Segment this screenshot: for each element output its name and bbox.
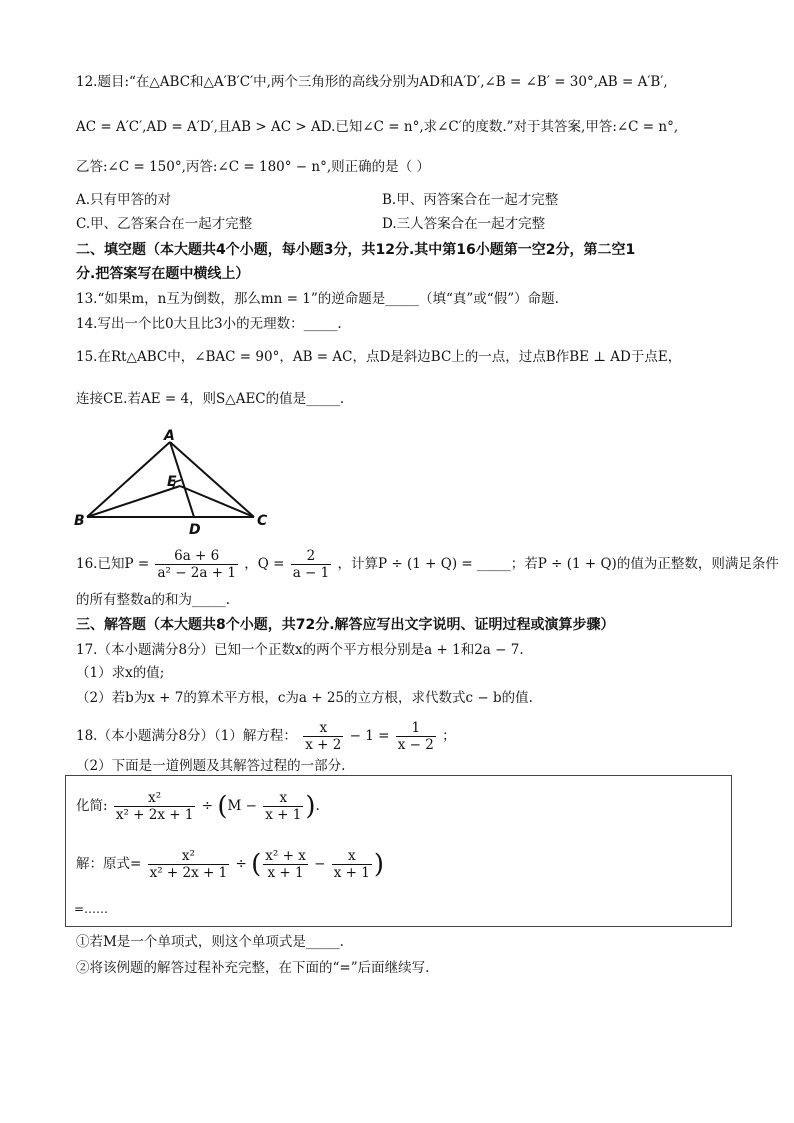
q16-prefix: 16.已知P = (76, 556, 150, 572)
q17-line1: 17.（本小题满分8分）已知一个正数x的两个平方根分别是a + 1和2a − 7. (76, 642, 524, 658)
q16-p-fraction (155, 548, 237, 581)
q18-prefix: 18.（本小题满分8分）（1）解方程： (76, 728, 297, 744)
solution-fraction3 (332, 848, 372, 881)
q12-line2: AC = A′C′,AD = A′D′,且AB > AC > AD.已知∠C = n°,求∠C′的度数.”对于其答案,甲答:∠C = n°, (76, 119, 679, 135)
example-fraction2-denominator: x + 1 (265, 807, 302, 823)
q18-eq-numerator2: 1 (396, 720, 436, 737)
q18-sub1: ①若M是一个单项式，则这个单项式是_____. (76, 934, 344, 950)
left-paren: ( (217, 791, 228, 822)
q16-q-label: ，Q = (244, 556, 285, 572)
example-simplify-line (76, 790, 320, 823)
solution-fraction1 (148, 848, 230, 881)
example-box (65, 775, 732, 927)
q12-option-d: D.三人答案合在一起才完整 (382, 216, 546, 232)
label-d: D (189, 522, 201, 538)
solution-minus-sign: − (314, 856, 326, 872)
label-b: B (74, 513, 85, 529)
solution-fraction1-numerator: x² (148, 848, 230, 865)
section2-heading-line2: 分.把答案写在题中横线上） (76, 266, 250, 282)
solution-fraction1-denominator: x² + 2x + 1 (149, 865, 228, 881)
segment-ce (180, 486, 254, 517)
q12-line3: 乙答:∠C = 150°,丙答:∠C = 180° − n°,则正确的是（ ） (76, 159, 430, 175)
section3-heading: 三、解答题（本大题共8个小题，共72分.解答应写出文字说明、证明过程或演算步骤） (76, 617, 615, 633)
q16-p-numerator: 6a + 6 (155, 548, 237, 565)
q17-part1: （1）求x的值; (76, 665, 165, 681)
q16-p-denominator: a² − 2a + 1 (157, 565, 236, 581)
q12-option-c: C.甲、乙答案合在一起才完整 (76, 216, 253, 232)
example-solution-label: 解：原式= (76, 856, 142, 872)
example-fraction1 (114, 790, 196, 823)
label-c: C (257, 513, 268, 529)
example-m: M − (227, 798, 257, 814)
example-divide-sign: ÷ (201, 798, 214, 814)
solution-fraction2 (263, 848, 308, 881)
q14: 14.写出一个比0大且比3小的无理数：_____. (76, 316, 342, 332)
q18-sub2: ②将该例题的解答过程补充完整，在下面的“=”后面继续写. (76, 960, 430, 976)
q12-option-a: A.只有甲答的对 (76, 192, 172, 208)
solution-fraction2-numerator: x² + x (265, 848, 306, 864)
q17-part2: （2）若b为x + 7的算术平方根，c为a + 25的立方根，求代数式c − b的值. (76, 690, 533, 706)
q18-eq-fraction2 (396, 720, 436, 753)
solution-fraction3-numerator: x (332, 848, 372, 865)
q18-line1 (76, 720, 456, 753)
q18-eq-fraction1 (303, 720, 343, 753)
example-fraction1-denominator: x² + 2x + 1 (115, 807, 194, 823)
q16-line2: 的所有整数a的和为_____. (76, 592, 231, 608)
example-ellipsis: =…… (74, 902, 109, 916)
q15-line1: 15.在Rt△ABC中，∠BAC = 90°，AB = AC，点D是斜边BC上的一点，过点B作BE ⊥ AD于点E， (76, 349, 682, 365)
q18-eq-numerator1: x (303, 720, 343, 737)
example-end-period: . (315, 798, 320, 814)
q12-option-b: B.甲、丙答案合在一起才完整 (382, 192, 559, 208)
solution-right-paren: ) (373, 849, 384, 880)
solution-left-paren: ( (251, 849, 262, 880)
q16-q-numerator: 2 (291, 548, 332, 565)
q18-eq-mid: − 1 = (349, 728, 390, 744)
solution-divide-sign: ÷ (235, 856, 247, 872)
example-fraction2-numerator: x (263, 790, 303, 807)
q16-rest: ，计算P ÷ (1 + Q) = _____；若P ÷ (1 + Q)的值为正整数，则满足条件 (337, 556, 779, 572)
q15-line2: 连接CE.若AE = 4，则S△AEC的值是_____. (76, 391, 345, 407)
segment-ab (87, 442, 170, 517)
q16-line1 (76, 548, 779, 581)
solution-fraction3-denominator: x + 1 (333, 865, 370, 881)
example-solution-line (76, 848, 384, 881)
q12-line1: 12.题目:“在△ABC和△A′B′C′中,两个三角形的高线分别为AD和A′D′,∠B = ∠B′ = 30°,AB = A′B′, (76, 74, 668, 90)
q18-part2: （2）下面是一道例题及其解答过程的一部分. (76, 758, 346, 774)
example-simplify-label: 化简: (76, 798, 108, 814)
q18-eq-denominator1: x + 2 (305, 737, 342, 753)
solution-fraction2-denominator: x + 1 (267, 865, 304, 881)
q15-triangle-figure (72, 428, 272, 540)
example-fraction1-numerator: x² (114, 790, 196, 807)
segment-be (87, 486, 180, 517)
right-paren: ) (305, 791, 316, 822)
label-e: E (167, 474, 177, 490)
example-fraction2 (263, 790, 303, 823)
label-a: A (164, 428, 175, 444)
q18-eq-end: ； (442, 728, 456, 744)
q13: 13.“如果m，n互为倒数，那么mn = 1”的逆命题是_____（填“真”或“假”）命题. (76, 291, 559, 307)
q16-q-denominator: a − 1 (292, 565, 330, 581)
q16-q-fraction (291, 548, 332, 581)
section2-heading-line1: 二、填空题（本大题共4个小题，每小题3分，共12分.其中第16小题第一空2分，第二空1 (76, 242, 636, 258)
q18-eq-denominator2: x − 2 (397, 737, 434, 753)
